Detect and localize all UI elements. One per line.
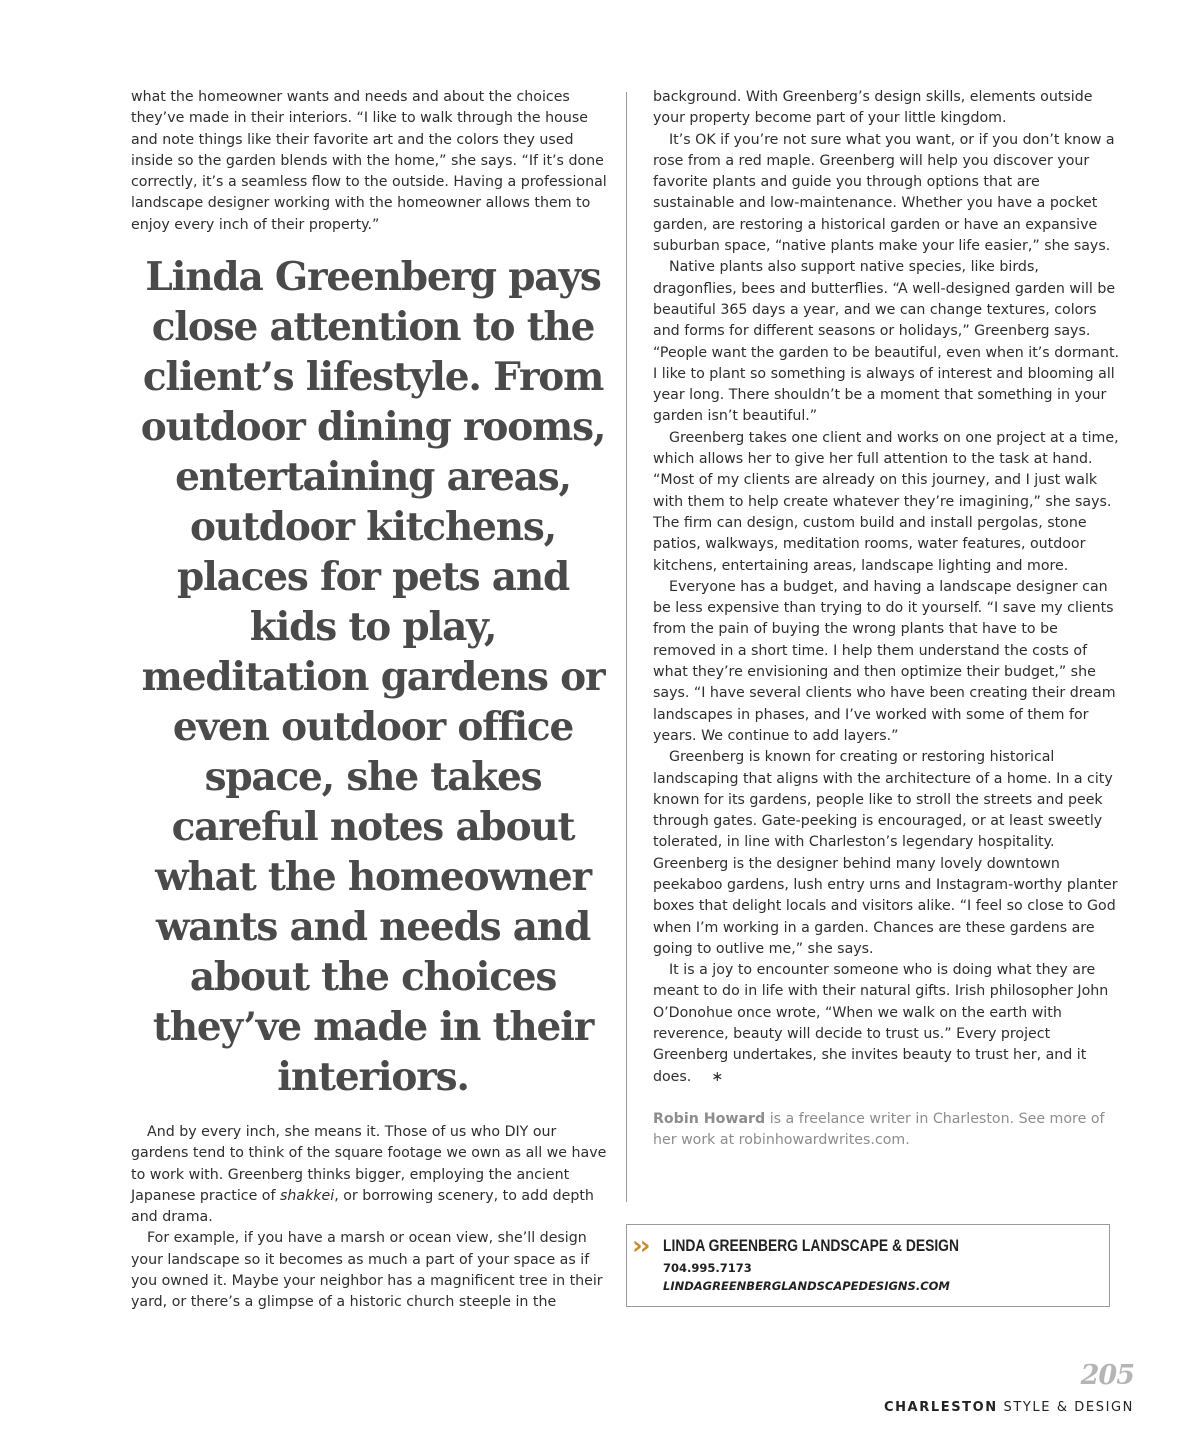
text-run: It is a joy to encounter someone who is doing what they are meant to do in life with their natural gifts. Irish philosopher John O’Donohue once wrote, “When we walk on the earth with reverence, beauty will decide to trust us.” Every project Greenberg undertakes, she invites beauty to trust her, and it does. bbox=[653, 962, 1109, 1085]
body-paragraph bbox=[653, 960, 1123, 1088]
publication-name-strong: CHARLESTON bbox=[883, 1400, 998, 1415]
publication-name-rest: STYLE & DESIGN bbox=[997, 1400, 1134, 1415]
page-number: 205 bbox=[1080, 1360, 1134, 1391]
business-name: LINDA GREENBERG LANDSCAPE & DESIGN bbox=[663, 1237, 959, 1255]
pull-quote: Linda Greenberg pays close attention to the client’s lifestyle. From outdoor dining rooms, entertaining areas, outdoor kitchens, places for pets and kids to play, meditation gardens or even outdoor office space, she takes careful notes about what the homeowner wants and needs and about the choices they’ve made in their interiors. bbox=[140, 254, 606, 1100]
body-paragraph: Native plants also support native species, like birds, dragonflies, bees and butterflies. “A well-designed garden will be beautiful 365 days a year, and we can change textures, colors and forms for different seasons or holidays,” Greenberg says. “People want the garden to be beautiful, even when it’s dormant. I like to plant so something is always of interest and blooming all year long. There shouldn’t be a moment that something in your garden isn’t beautiful.” bbox=[653, 259, 1120, 425]
business-phone: 704.995.7173 bbox=[663, 1261, 752, 1275]
right-column bbox=[653, 87, 1123, 1152]
business-info bbox=[663, 1235, 1103, 1295]
left-column-bottom bbox=[131, 1122, 611, 1314]
body-paragraph: Everyone has a budget, and having a landscape designer can be less expensive than trying to do it yourself. “I save my clients from the pain of buying the wrong plants that have to be removed in a short time. I help them understand the costs of what they’re envisioning and then optimize their budget,” she says. “I have several clients who have been creating their dream landscapes in phases, and I’ve worked with some of them for years. We continue to add layers.” bbox=[653, 578, 1116, 744]
business-info-box bbox=[626, 1224, 1110, 1307]
publication-name bbox=[884, 1399, 1134, 1417]
body-paragraph: background. With Greenberg’s design skills, elements outside your property become part of your little kingdom. bbox=[653, 89, 1093, 127]
body-paragraph: It’s OK if you’re not sure what you want, or if you don’t know a rose from a red maple. Greenberg will help you discover your favorite plants and guide you through options that are sustainable and low-maintenance. Whether you have a pocket garden, are restoring a historical garden or have an expansive suburban space, “native plants make your life easier,” she says. bbox=[653, 131, 1115, 255]
body-paragraph bbox=[131, 1122, 611, 1228]
body-paragraph: Greenberg is known for creating or restoring historical landscaping that aligns with the architecture of a home. In a city known for its gardens, people like to stroll the streets and peek through gates. Gate-peeking is encouraged, or at least sweetly tolerated, in line with Charleston’s legendary hospitality. Greenberg is the designer behind many lovely downtown peekaboo gardens, lush entry urns and Instagram-worthy planter boxes that delight locals and visitors alike. “I feel so close to God when I’m working in a garden. Chances are these gardens are going to outlive me,” she says. bbox=[653, 749, 1118, 957]
body-paragraph: Greenberg takes one client and works on one project at a time, which allows her to give her full attention to the task at hand. “Most of my clients are already on this journey, and I just walk with them to help create whatever they’re imagining,” she says. The firm can design, custom build and install pergolas, stone patios, walkways, meditation rooms, water features, outdoor kitchens, entertaining areas, landscape lighting and more. bbox=[653, 429, 1119, 574]
italic-term: shakkei bbox=[280, 1187, 335, 1204]
author-bio bbox=[653, 1109, 1123, 1152]
body-paragraph: what the homeowner wants and needs and about the choices they’ve made in their interiors. “I like to walk through the house and note things like their favorite art and the colors they used inside so the garden blends with the home,” she says. “If it’s done correctly, it’s a seamless flow to the outside. Having a professional landscape designer working with the homeowner allows them to enjoy every inch of their property.” bbox=[131, 89, 607, 233]
end-mark-icon: ∗ bbox=[711, 1068, 724, 1085]
text-run: And by every inch, she means it. Those of us who DIY our gardens tend to think of the square footage we own as all we have to work with. Greenberg thinks bigger, employing the ancient Japanese practice of bbox=[131, 1124, 607, 1204]
text-run: , or borrowing scenery, to add depth and drama. bbox=[131, 1187, 594, 1226]
left-column-top bbox=[131, 87, 611, 236]
column-divider bbox=[626, 92, 627, 1202]
author-bio-text: is a freelance writer in Charleston. See more of her work at robinhowardwrites.com. bbox=[653, 1110, 1105, 1149]
business-website: LINDAGREENBERGLANDSCAPEDESIGNS.COM bbox=[663, 1279, 950, 1293]
body-paragraph: For example, if you have a marsh or ocean view, she’ll design your landscape so it becomes as much a part of your space as if you owned it. Maybe your neighbor has a magnificent tree in their yard, or there’s a glimpse of a historic church steeple in the bbox=[131, 1230, 603, 1311]
chevron-right-icon: ›› bbox=[632, 1231, 648, 1261]
author-name: Robin Howard bbox=[653, 1110, 766, 1127]
